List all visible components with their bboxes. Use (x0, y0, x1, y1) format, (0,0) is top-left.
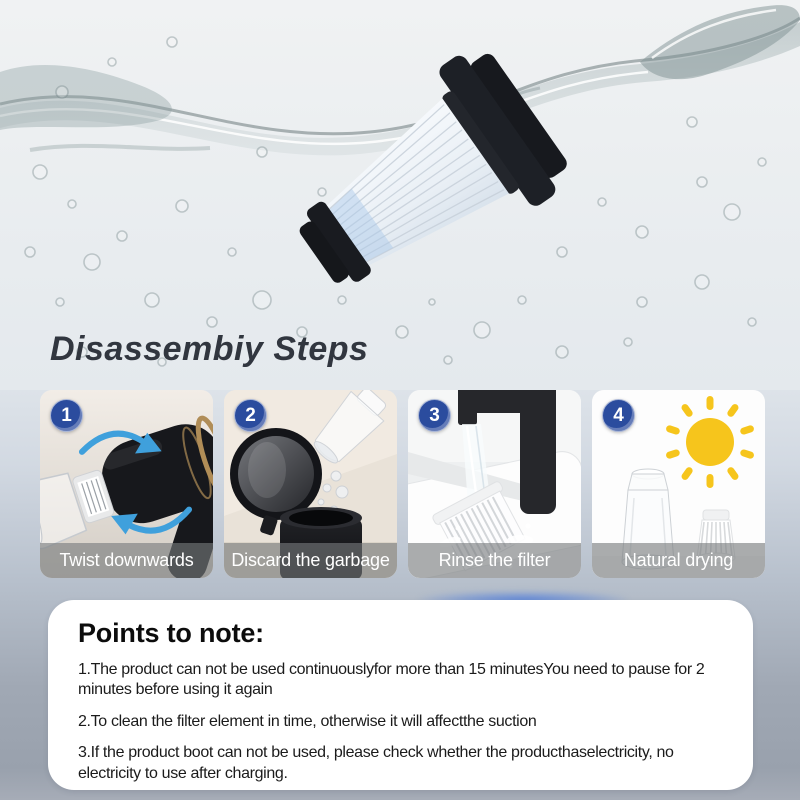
step-label: Natural drying (623, 550, 734, 570)
step-label: Discard the garbage (231, 550, 390, 570)
notes-card (48, 600, 753, 790)
step-label-bar-4 (592, 543, 765, 578)
step-panel-1 (40, 390, 213, 578)
step-panel-4 (592, 390, 765, 578)
step-number: 2 (245, 404, 256, 426)
steps-section (0, 390, 800, 578)
step-panel-3 (408, 390, 581, 578)
step-panel-2 (224, 390, 397, 578)
step-badge-4 (602, 399, 635, 432)
note-item-2: 2.To clean the filter element in time, otherwise it will affectthe suction (78, 712, 537, 730)
step-badge-1 (50, 399, 83, 432)
notes-heading: Points to note: (78, 618, 264, 648)
step-label-bar-2 (224, 543, 397, 578)
step-badge-2 (234, 399, 267, 432)
step-number: 4 (613, 404, 624, 426)
step-number: 3 (429, 404, 440, 426)
note-item-3: 3.If the product boot can not be used, please check whether the producthaselectricity, no electricity to use after charging. (78, 744, 674, 782)
step-number: 1 (61, 404, 72, 426)
step-label: Twist downwards (59, 550, 194, 570)
step-label-bar-1 (40, 543, 213, 578)
step-label: Rinse the filter (438, 550, 551, 570)
step-label-bar-3 (408, 543, 581, 578)
page-title: Disassembiy Steps (50, 330, 369, 368)
step-badge-3 (418, 399, 451, 432)
note-item-1: 1.The product can not be used continuouslyfor more than 15 minutesYou need to pause for 2 minutes before using it again (78, 661, 705, 699)
